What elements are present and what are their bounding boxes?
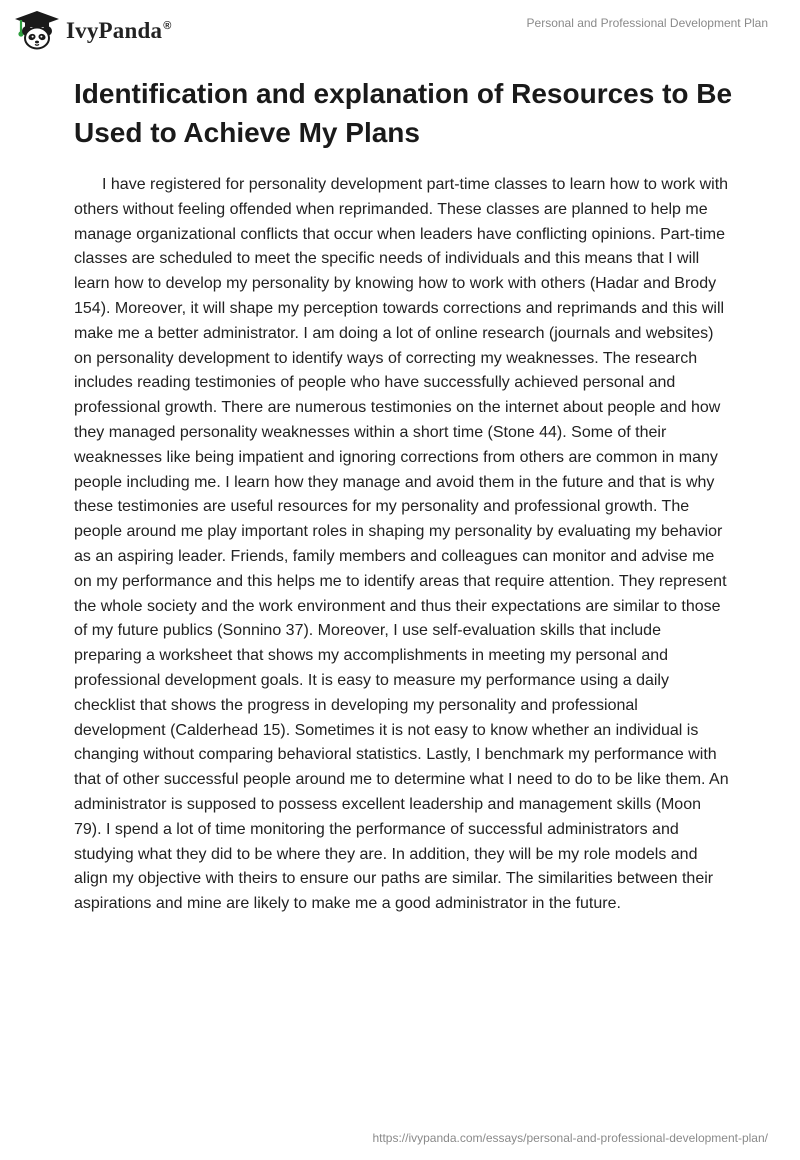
logo-text bbox=[66, 18, 172, 44]
ivypanda-logo[interactable] bbox=[14, 10, 172, 50]
body-paragraph: I have registered for personality development part-time classes to learn how to work with others without feeling offended when reprimanded. These classes are planned to help me manage organizational conflicts that occur when leaders have conflicting opinions. Part-time classes are scheduled to meet the specific needs of individuals and this means that I will learn how to develop my personality by knowing how to work with others (Hadar and Brody 154). Moreover, it will shape my perception towards corrections and reprimands and this will make me a better administrator. I am doing a lot of online research (journals and websites) on personality development to identify ways of correcting my weaknesses. The research includes reading testimonies of people who have successfully achieved personal and professional growth. There are numerous testimonies on the internet about people and how they managed personality weaknesses within a short time (Stone 44). Some of their weaknesses like being impatient and ignoring corrections from others are common in many people including me. I learn how they manage and avoid them in the future and that is why these testimonies are useful resources for my personality and professional growth. The people around me play important roles in shaping my personality by evaluating my behavior as an aspiring leader. Friends, family members and colleagues can monitor and advise me on my performance and this helps me to identify areas that require attention. They represent the whole society and the work environment and thus their expectations are similar to those of my future publics (Sonnino 37). Moreover, I use self-evaluation skills that include preparing a worksheet that shows my accomplishments in meeting my personal and professional development goals. It is easy to measure my performance using a daily checklist that shows the progress in developing my personality and professional development (Calderhead 15). Sometimes it is not easy to know whether an individual is changing without comparing behavioral statistics. Lastly, I benchmark my performance with that of other successful people around me to determine what I need to do to be like them. An administrator is supposed to possess excellent leadership and management skills (Moon 79). I spend a lot of time monitoring the performance of successful administrators and studying what they did to be where they are. In addition, they will be my role models and align my objective with theirs to ensure our paths are similar. The similarities between their aspirations and mine are likely to make me a good administrator in the future. bbox=[74, 176, 729, 913]
logo-name: IvyPanda bbox=[66, 18, 163, 43]
page-header bbox=[0, 0, 800, 60]
section-title: Identification and explanation of Resources to Be Used to Achieve My Plans bbox=[74, 78, 733, 148]
running-title: Personal and Professional Development Plan bbox=[526, 16, 768, 30]
logo-registered-mark: ® bbox=[163, 20, 172, 33]
panda-graduation-cap-icon bbox=[14, 10, 60, 50]
source-url[interactable]: https://ivypanda.com/essays/personal-and-professional-development-plan/ bbox=[372, 1131, 768, 1145]
